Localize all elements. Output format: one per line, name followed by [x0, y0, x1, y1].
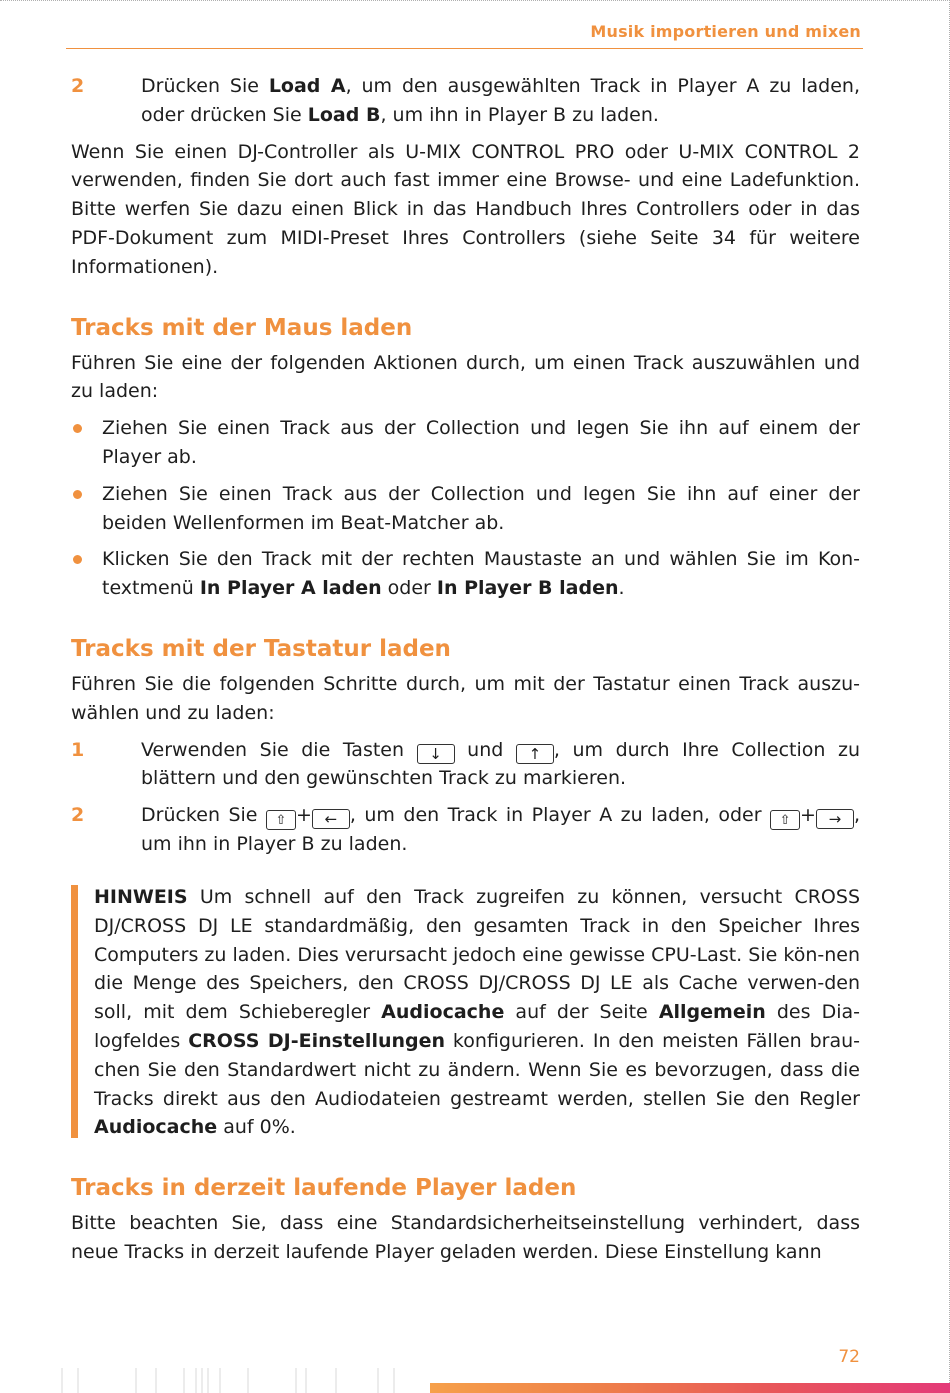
- mouse-intro: Führen Sie eine der folgenden Aktionen durch, um einen Track auszuwählen und zu laden:: [71, 351, 860, 403]
- keyboard-step-1: [71, 736, 860, 794]
- step-text: Drücken Sie ⇧ + ← , um den Track in Player A zu laden, oder ⇧ + → , um ihn in Player B zu laden.: [141, 804, 860, 856]
- keyboard-intro: Führen Sie die folgenden Schritte durch, um mit der Tastatur einen Track auszu-wählen und zu laden:: [71, 672, 860, 724]
- load-a-label: Load A: [268, 75, 346, 97]
- step-number: 2: [71, 75, 85, 97]
- bullet-text: Klicken Sie den Track mit der rechten Maustaste an und wählen Sie im Kon-textmenü In Player A laden oder In Player B laden.: [102, 548, 860, 600]
- page-content: [71, 72, 860, 1267]
- running-header: [66, 22, 863, 49]
- arrow-left-key-icon: ←: [312, 809, 350, 829]
- heading-mouse: Tracks mit der Maus laden: [71, 314, 413, 341]
- bullet-dot-icon: [73, 490, 82, 499]
- footer-gradient-bar: [430, 1383, 950, 1393]
- note-label: HINWEIS: [94, 885, 188, 908]
- footer-tick-marks: [60, 1368, 420, 1393]
- bullet-item: [71, 545, 860, 603]
- heading-keyboard: Tracks mit der Tastatur laden: [71, 635, 451, 662]
- page-border-top: [0, 0, 950, 1]
- heading-running-players: Tracks in derzeit laufende Player laden: [71, 1175, 577, 1202]
- chapter-title: Musik importieren und mixen: [590, 22, 861, 41]
- bullet-item: [71, 414, 860, 472]
- step-number: 1: [71, 738, 85, 761]
- load-b-label: Load B: [307, 103, 381, 126]
- running-paragraph: Bitte beachten Sie, dass eine Standardsicherheitseinstellung verhindert, dass neue Tracks in derzeit laufende Player geladen werden. Diese Einstellung kann: [71, 1212, 860, 1263]
- step-text: Verwenden Sie die Tasten ↓ und ↑ , um durch Ihre Collection zu blättern und den gewünschten Track zu markieren.: [141, 738, 860, 790]
- arrow-down-key-icon: ↓: [417, 744, 455, 764]
- note-box: [71, 883, 860, 1142]
- shift-key-icon: ⇧: [770, 810, 800, 830]
- arrow-up-key-icon: ↑: [516, 744, 554, 764]
- arrow-right-key-icon: →: [816, 809, 854, 829]
- bullet-item: [71, 480, 860, 538]
- shift-key-icon: ⇧: [266, 810, 296, 830]
- step-number: 2: [71, 804, 85, 827]
- bullet-dot-icon: [73, 555, 82, 564]
- step-text: Drücken Sie Load A, um den ausgewählten Track in Player A zu laden, oder drücken Sie Load B, um ihn in Player B zu laden.: [141, 75, 860, 126]
- intro-paragraph: Wenn Sie einen DJ-Controller als U-MIX CONTROL PRO oder U-MIX CONTROL 2 verwenden, finden Sie dort auch fast immer eine Browse- und eine Ladefunktion. Bitte werfen Sie dazu einen Blick in das Handbuch Ihres Controllers oder in das PDF-Dokument zum MIDI-Preset Ihres Controllers (siehe Seite 34 für weitere Informationen).: [71, 140, 860, 278]
- bullet-text: Ziehen Sie einen Track aus der Collection und legen Sie ihn auf einem der Player ab.: [102, 417, 860, 468]
- bullet-dot-icon: [73, 424, 82, 433]
- intro-step: [71, 72, 860, 130]
- note-accent-bar: [71, 885, 78, 1138]
- keyboard-step-2: [71, 801, 860, 859]
- bullet-text: Ziehen Sie einen Track aus der Collection und legen Sie ihn auf einer der beiden Wellenformen im Beat-Matcher ab.: [102, 482, 860, 534]
- page-number: 72: [838, 1347, 860, 1367]
- note-text: HINWEIS Um schnell auf den Track zugreifen zu können, versucht CROSS DJ/CROSS DJ LE standardmäßig, den gesamten Track in den Speicher Ihres Computers zu laden. Dies verursacht jedoch eine gewisse CPU-Last. Sie kön-nen die Menge des Speichers, den CROSS DJ/CROSS DJ LE als Cache verwen-den soll, mit dem Schieberegler Audiocache auf der Seite Allgemein des Dia-logfeldes CROSS DJ-Einstellungen konfigurieren. In den meisten Fällen brau-chen Sie den Standardwert nicht zu ändern. Wenn Sie es bevorzugen, dass die Tracks direkt aus den Audiodateien gestreamt werden, stellen Sie den Regler Audiocache auf 0%.: [94, 885, 861, 1139]
